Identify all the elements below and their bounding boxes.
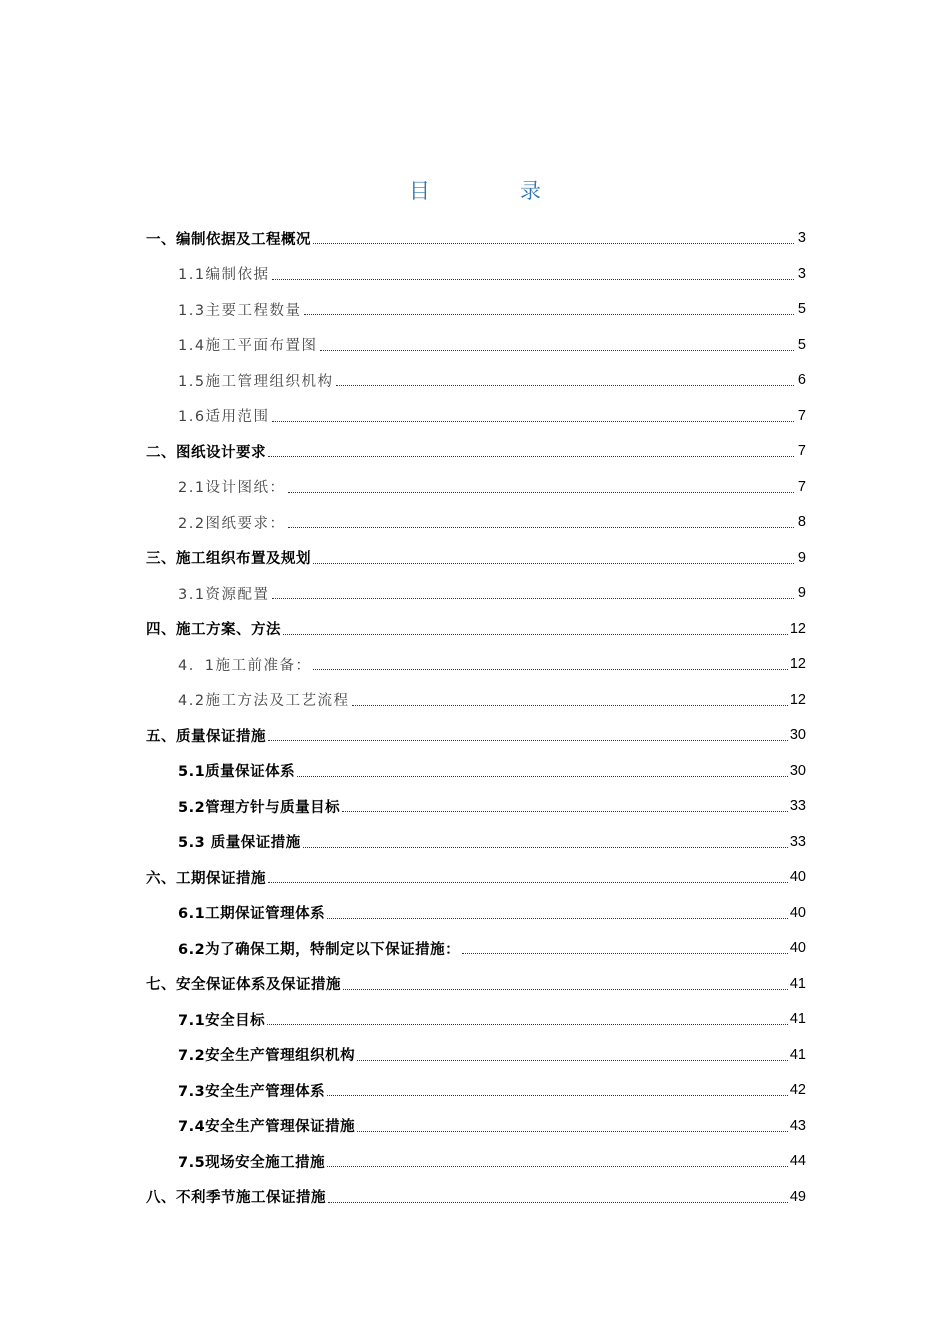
toc-entry[interactable] — [0, 1073, 950, 1107]
toc-entry-label: 八、不利季节施工保证措施 — [146, 1190, 326, 1206]
toc-dot-leader — [342, 810, 788, 812]
toc-entry[interactable] — [0, 470, 950, 504]
toc-page-number: 8 — [797, 514, 806, 530]
toc-entry-label: 四、施工方案、方法 — [146, 622, 281, 638]
toc-entry-label: 7.1安全目标 — [178, 1012, 266, 1029]
toc-page-number: 30 — [789, 727, 806, 743]
toc-page-number: 42 — [789, 1082, 806, 1098]
toc-page-number: 12 — [789, 620, 806, 637]
toc-dot-leader — [462, 952, 788, 954]
toc-entry[interactable] — [0, 718, 950, 752]
toc-entry-label: 4.2施工方法及工艺流程 — [178, 693, 350, 709]
toc-page-number: 30 — [789, 762, 806, 779]
toc-page-number: 33 — [789, 833, 806, 850]
toc-entry[interactable] — [0, 1038, 950, 1072]
toc-entry-label: 7.2安全生产管理组织机构 — [178, 1048, 356, 1064]
toc-dot-leader — [268, 739, 788, 741]
toc-entry-label: 3.1资源配置 — [178, 586, 270, 603]
toc-entry-label: 5.2管理方针与质量目标 — [178, 799, 341, 816]
toc-entry-label: 三、施工组织布置及规划 — [146, 551, 311, 567]
toc-dot-leader — [313, 242, 794, 244]
toc-page-number: 7 — [797, 443, 806, 459]
toc-page-number: 43 — [789, 1117, 806, 1134]
toc-page-number: 6 — [797, 372, 806, 388]
toc-entry[interactable] — [0, 328, 950, 362]
toc-entry-label: 2.1设计图纸： — [178, 480, 286, 496]
toc-entry-label: 一、编制依据及工程概况 — [146, 231, 311, 248]
toc-page-number: 9 — [797, 549, 806, 566]
toc-entry-label: 二、图纸设计要求 — [146, 444, 266, 461]
toc-entry[interactable] — [0, 292, 950, 326]
toc-title-right: 录 — [520, 179, 541, 203]
toc-entry[interactable] — [0, 1180, 950, 1214]
toc-dot-leader — [297, 775, 788, 777]
toc-dot-leader — [267, 1023, 788, 1025]
toc-page-number: 40 — [789, 940, 806, 956]
toc-page-number: 40 — [789, 869, 806, 885]
toc-page-number: 7 — [797, 478, 806, 495]
toc-page-number: 7 — [797, 407, 806, 424]
toc-dot-leader — [327, 1094, 788, 1096]
toc-dot-leader — [320, 349, 794, 351]
toc-entry[interactable] — [0, 647, 950, 681]
toc-entry[interactable] — [0, 896, 950, 930]
toc-entry[interactable] — [0, 754, 950, 788]
toc-dot-leader — [343, 988, 788, 990]
toc-dot-leader — [283, 633, 788, 635]
toc-title-left: 目 — [409, 179, 430, 203]
toc-entry-label: 七、安全保证体系及保证措施 — [146, 977, 341, 993]
toc-page-number: 41 — [789, 1046, 806, 1063]
toc-entry-label: 4．1施工前准备： — [178, 657, 312, 674]
toc-entry[interactable] — [0, 576, 950, 610]
toc-page-number: 3 — [797, 230, 806, 246]
toc-entry-label: 1.6适用范围 — [178, 409, 270, 425]
toc-entry[interactable] — [0, 612, 950, 646]
toc-page-number: 33 — [789, 798, 806, 814]
toc-dot-leader — [357, 1130, 788, 1132]
toc-dot-leader — [303, 846, 788, 848]
toc-page-number: 41 — [789, 1011, 806, 1027]
toc-page-number: 12 — [789, 656, 806, 672]
toc-page-number: 44 — [789, 1153, 806, 1169]
toc-dot-leader — [336, 384, 794, 386]
toc-title — [0, 176, 950, 206]
toc-entry-label: 5.1质量保证体系 — [178, 764, 296, 780]
toc-entry-label: 2.2图纸要求： — [178, 515, 286, 532]
toc-entry[interactable] — [0, 399, 950, 433]
toc-entry-label: 1.4施工平面布置图 — [178, 338, 318, 354]
toc-entry-label: 7.3安全生产管理体系 — [178, 1083, 326, 1100]
toc-page-number: 40 — [789, 904, 806, 921]
toc-dot-leader — [288, 526, 794, 528]
toc-page-number: 49 — [789, 1188, 806, 1205]
toc-entry[interactable] — [0, 505, 950, 539]
toc-entry-label: 6.1工期保证管理体系 — [178, 906, 326, 922]
toc-dot-leader — [327, 917, 788, 919]
toc-dot-leader — [288, 491, 794, 493]
toc-entry[interactable] — [0, 789, 950, 823]
toc-dot-leader — [272, 420, 794, 422]
toc-dot-leader — [272, 597, 794, 599]
toc-entry[interactable] — [0, 257, 950, 291]
toc-dot-leader — [313, 668, 787, 670]
toc-page-number: 5 — [797, 336, 806, 353]
toc-entry-label: 五、质量保证措施 — [146, 728, 266, 745]
toc-dot-leader — [327, 1165, 788, 1167]
toc-dot-leader — [328, 1201, 788, 1203]
toc-entry-label: 1.3主要工程数量 — [178, 302, 302, 319]
toc-page-number: 41 — [789, 975, 806, 992]
toc-dot-leader — [352, 704, 788, 706]
toc-entry-label: 6.2为了确保工期，特制定以下保证措施： — [178, 941, 461, 958]
toc-entry-label: 1.5施工管理组织机构 — [178, 373, 334, 390]
toc-page-number: 9 — [797, 585, 806, 601]
toc-entry[interactable] — [0, 683, 950, 717]
toc-entry-label: 7.5现场安全施工措施 — [178, 1154, 326, 1171]
toc-entry-label: 5.3 质量保证措施 — [178, 835, 301, 851]
toc-entry-label: 六、工期保证措施 — [146, 870, 266, 887]
toc-dot-leader — [268, 455, 794, 457]
toc-entry[interactable] — [0, 1144, 950, 1178]
toc-entry[interactable] — [0, 1002, 950, 1036]
toc-entry[interactable] — [0, 434, 950, 468]
toc-entry[interactable] — [0, 363, 950, 397]
toc-entry-label: 1.1编制依据 — [178, 267, 270, 283]
toc-entry[interactable] — [0, 825, 950, 859]
toc-dot-leader — [357, 1059, 788, 1061]
toc-page-number: 5 — [797, 301, 806, 317]
toc-entry[interactable] — [0, 221, 950, 255]
toc-entry[interactable] — [0, 541, 950, 575]
toc-dot-leader — [268, 881, 788, 883]
toc-entry[interactable] — [0, 1109, 950, 1143]
toc-entry[interactable] — [0, 931, 950, 965]
toc-entry[interactable] — [0, 860, 950, 894]
toc-dot-leader — [272, 278, 794, 280]
toc-page-number: 12 — [789, 691, 806, 708]
toc-dot-leader — [304, 313, 794, 315]
toc-entry[interactable] — [0, 967, 950, 1001]
toc-entry-label: 7.4安全生产管理保证措施 — [178, 1119, 356, 1135]
toc-page-number: 3 — [797, 265, 806, 282]
toc-dot-leader — [313, 562, 794, 564]
